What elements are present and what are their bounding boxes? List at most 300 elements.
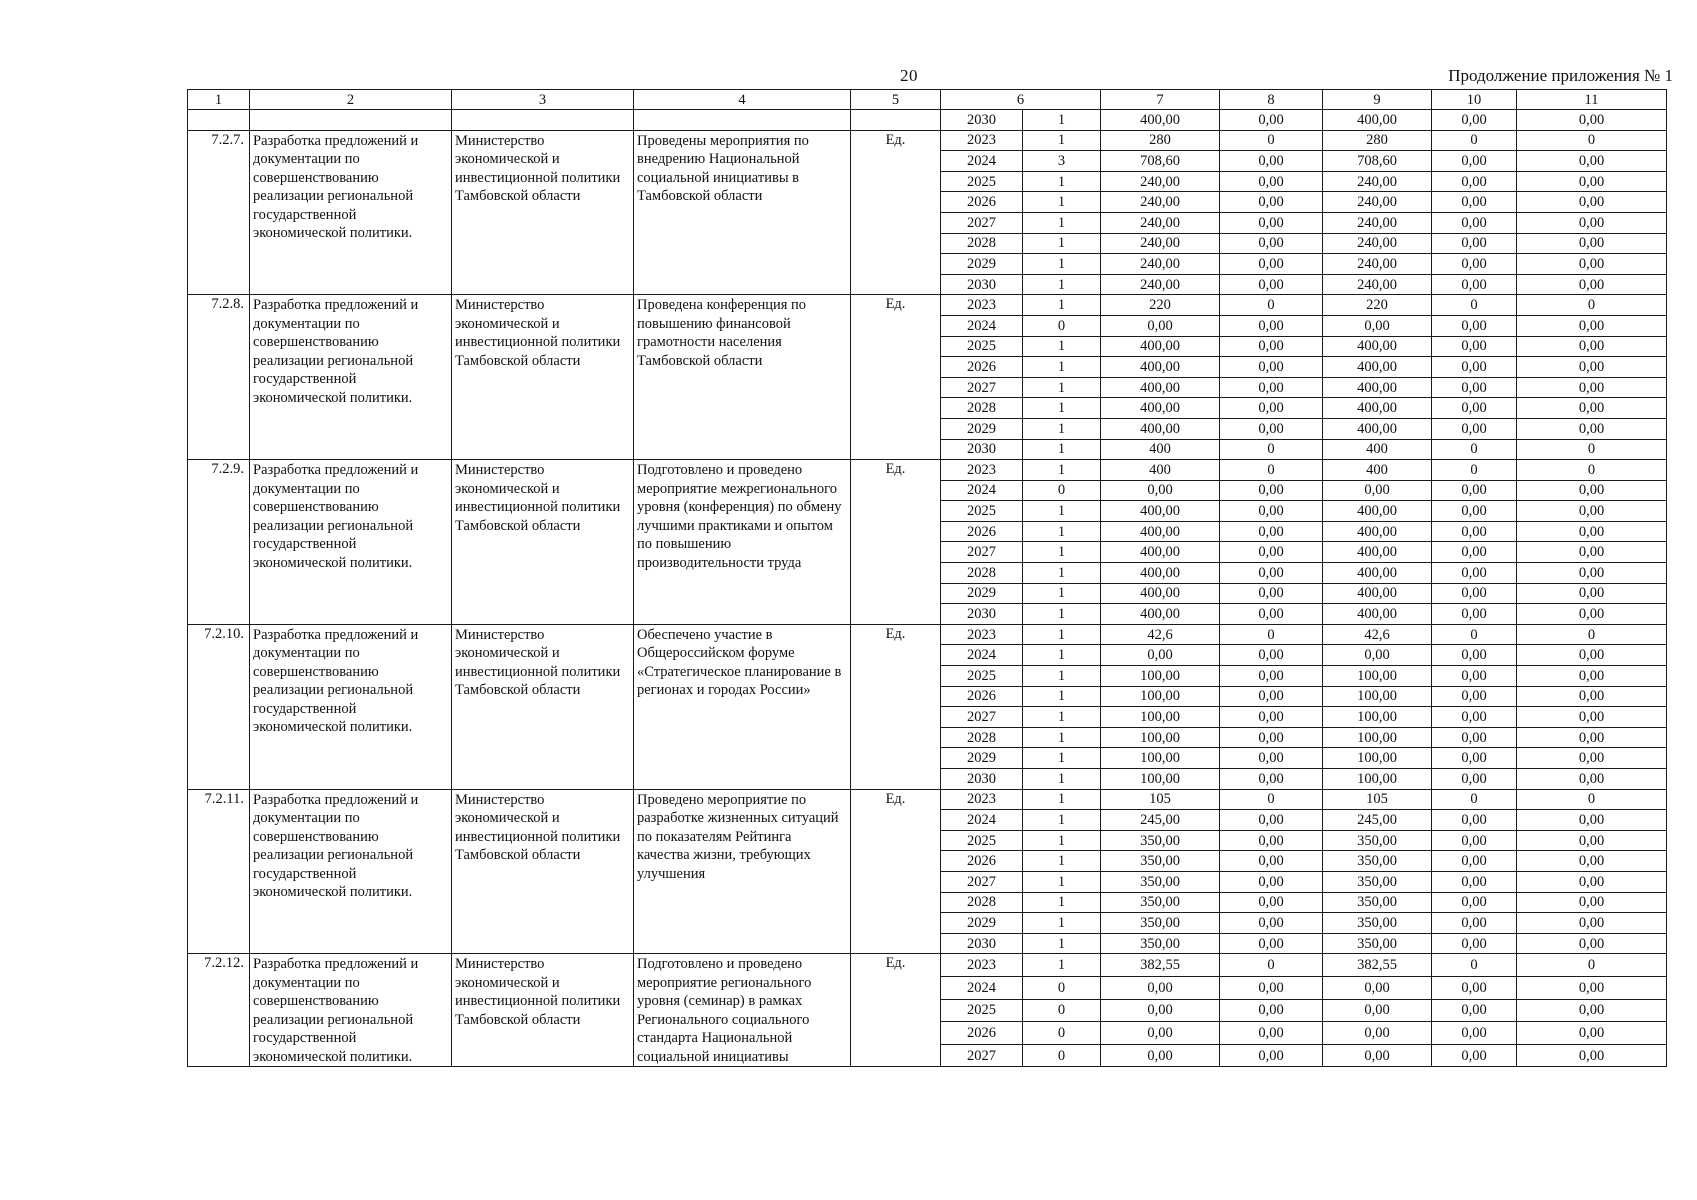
cell-col-11: 0,00 [1517,563,1667,584]
cell-col-7: 240,00 [1101,274,1220,295]
cell-col-10: 0,00 [1432,769,1517,790]
cell-col-7: 400,00 [1101,521,1220,542]
cell-count: 1 [1023,521,1101,542]
cell-count: 1 [1023,295,1101,316]
cell-col-7: 240,00 [1101,192,1220,213]
cell-col-9: 100,00 [1323,686,1432,707]
cell-col-8: 0,00 [1220,686,1323,707]
cell-col-7: 382,55 [1101,954,1220,977]
header-col-2: 2 [250,90,452,110]
cell-col-7: 350,00 [1101,892,1220,913]
cell-col-8: 0,00 [1220,892,1323,913]
cell-col-7: 100,00 [1101,666,1220,687]
unit-of-measure: Ед. [851,295,941,460]
cell-col-9: 0,00 [1323,1044,1432,1067]
result-description: Подготовлено и проведено мероприятие межрегионального уровня (конференция) по обмену лучшими практиками и опытом по повышению производительности труда [634,460,851,625]
cell-count: 1 [1023,192,1101,213]
cell-count: 1 [1023,933,1101,954]
cell-col-11: 0,00 [1517,707,1667,728]
cell-col-10: 0 [1432,954,1517,977]
cell-year: 2030 [941,110,1023,131]
cell-empty [188,110,250,131]
cell-col-9: 105 [1323,789,1432,810]
cell-col-10: 0 [1432,295,1517,316]
cell-year: 2025 [941,171,1023,192]
cell-col-10: 0,00 [1432,604,1517,625]
executor-name: Министерство экономической и инвестиционной политики Тамбовской области [452,295,634,460]
cell-col-7: 0,00 [1101,480,1220,501]
cell-year: 2024 [941,645,1023,666]
cell-col-10: 0,00 [1432,315,1517,336]
cell-col-9: 382,55 [1323,954,1432,977]
cell-col-9: 350,00 [1323,892,1432,913]
cell-col-11: 0,00 [1517,1022,1667,1045]
cell-col-10: 0,00 [1432,583,1517,604]
table-row [188,460,1667,481]
cell-year: 2023 [941,789,1023,810]
cell-col-11: 0,00 [1517,418,1667,439]
cell-col-11: 0,00 [1517,583,1667,604]
cell-col-8: 0,00 [1220,192,1323,213]
cell-col-7: 245,00 [1101,810,1220,831]
cell-col-10: 0,00 [1432,933,1517,954]
activity-description: Разработка предложений и документации по совершенствованию реализации региональной государственной экономической политики. [250,954,452,1067]
cell-col-10: 0,00 [1432,480,1517,501]
cell-col-10: 0,00 [1432,727,1517,748]
cell-col-8: 0,00 [1220,748,1323,769]
cell-col-10: 0,00 [1432,871,1517,892]
cell-col-9: 240,00 [1323,171,1432,192]
cell-col-10: 0,00 [1432,686,1517,707]
cell-year: 2029 [941,913,1023,934]
cell-count: 1 [1023,563,1101,584]
cell-col-9: 400,00 [1323,604,1432,625]
cell-year: 2027 [941,377,1023,398]
cell-col-9: 100,00 [1323,666,1432,687]
cell-year: 2030 [941,439,1023,460]
header-col-7: 7 [1101,90,1220,110]
cell-col-7: 240,00 [1101,233,1220,254]
cell-count: 1 [1023,254,1101,275]
cell-col-8: 0,00 [1220,336,1323,357]
cell-count: 1 [1023,624,1101,645]
cell-col-10: 0,00 [1432,274,1517,295]
cell-col-10: 0,00 [1432,810,1517,831]
executor-name: Министерство экономической и инвестиционной политики Тамбовской области [452,624,634,789]
cell-col-8: 0,00 [1220,999,1323,1022]
executor-name: Министерство экономической и инвестиционной политики Тамбовской области [452,460,634,625]
cell-col-8: 0,00 [1220,254,1323,275]
cell-col-7: 0,00 [1101,315,1220,336]
cell-col-10: 0,00 [1432,192,1517,213]
cell-col-8: 0,00 [1220,171,1323,192]
cell-year: 2029 [941,254,1023,275]
cell-count: 1 [1023,171,1101,192]
cell-count: 1 [1023,377,1101,398]
cell-col-8: 0,00 [1220,1022,1323,1045]
cell-count: 1 [1023,130,1101,151]
cell-col-7: 240,00 [1101,254,1220,275]
cell-col-8: 0,00 [1220,418,1323,439]
table-row [188,130,1667,151]
cell-empty [452,110,634,131]
unit-of-measure: Ед. [851,789,941,954]
cell-col-10: 0 [1432,130,1517,151]
cell-col-10: 0,00 [1432,913,1517,934]
table-row [188,954,1667,977]
cell-count: 3 [1023,151,1101,172]
cell-col-8: 0 [1220,460,1323,481]
header-col-8: 8 [1220,90,1323,110]
cell-col-9: 400 [1323,439,1432,460]
header-row [188,90,1667,110]
cell-col-7: 0,00 [1101,1022,1220,1045]
cell-col-7: 400,00 [1101,377,1220,398]
cell-col-8: 0,00 [1220,769,1323,790]
cell-col-10: 0,00 [1432,748,1517,769]
cell-year: 2024 [941,480,1023,501]
cell-col-8: 0,00 [1220,727,1323,748]
cell-year: 2030 [941,933,1023,954]
cell-count: 1 [1023,748,1101,769]
cell-col-11: 0 [1517,954,1667,977]
cell-year: 2030 [941,769,1023,790]
cell-year: 2027 [941,871,1023,892]
cell-empty [634,110,851,131]
cell-col-7: 0,00 [1101,976,1220,999]
cell-col-11: 0,00 [1517,171,1667,192]
cell-col-11: 0,00 [1517,1044,1667,1067]
cell-count: 0 [1023,999,1101,1022]
cell-col-8: 0,00 [1220,707,1323,728]
cell-count: 1 [1023,110,1101,131]
cell-col-11: 0,00 [1517,521,1667,542]
cell-col-7: 400,00 [1101,501,1220,522]
cell-col-10: 0 [1432,460,1517,481]
cell-col-9: 350,00 [1323,851,1432,872]
cell-count: 1 [1023,233,1101,254]
cell-count: 1 [1023,666,1101,687]
cell-col-10: 0,00 [1432,542,1517,563]
cell-col-8: 0,00 [1220,976,1323,999]
cell-col-8: 0,00 [1220,810,1323,831]
cell-col-7: 708,60 [1101,151,1220,172]
cell-col-8: 0 [1220,789,1323,810]
cell-count: 0 [1023,480,1101,501]
cell-year: 2025 [941,999,1023,1022]
item-number: 7.2.8. [188,295,250,460]
cell-count: 1 [1023,851,1101,872]
cell-count: 1 [1023,357,1101,378]
cell-col-10: 0,00 [1432,521,1517,542]
cell-year: 2028 [941,563,1023,584]
cell-col-7: 400,00 [1101,604,1220,625]
cell-col-9: 280 [1323,130,1432,151]
header-col-11: 11 [1517,90,1667,110]
cell-col-10: 0,00 [1432,377,1517,398]
cell-col-11: 0,00 [1517,233,1667,254]
cell-count: 1 [1023,398,1101,419]
cell-year: 2026 [941,851,1023,872]
cell-col-10: 0,00 [1432,418,1517,439]
cell-year: 2025 [941,666,1023,687]
cell-col-11: 0,00 [1517,212,1667,233]
cell-col-9: 0,00 [1323,999,1432,1022]
cell-col-11: 0,00 [1517,480,1667,501]
cell-col-7: 100,00 [1101,727,1220,748]
cell-col-7: 400,00 [1101,398,1220,419]
executor-name: Министерство экономической и инвестиционной политики Тамбовской области [452,789,634,954]
header-col-3: 3 [452,90,634,110]
cell-count: 1 [1023,810,1101,831]
cell-col-11: 0,00 [1517,686,1667,707]
cell-col-11: 0,00 [1517,192,1667,213]
cell-col-11: 0,00 [1517,810,1667,831]
cell-year: 2028 [941,398,1023,419]
cell-col-7: 240,00 [1101,212,1220,233]
cell-col-10: 0,00 [1432,999,1517,1022]
cell-count: 1 [1023,274,1101,295]
cell-col-8: 0,00 [1220,357,1323,378]
cell-count: 1 [1023,707,1101,728]
cell-count: 0 [1023,976,1101,999]
cell-col-11: 0,00 [1517,336,1667,357]
cell-col-8: 0,00 [1220,583,1323,604]
cell-col-9: 350,00 [1323,933,1432,954]
cell-col-11: 0,00 [1517,769,1667,790]
cell-col-10: 0,00 [1432,976,1517,999]
cell-count: 1 [1023,830,1101,851]
unit-of-measure: Ед. [851,624,941,789]
cell-col-10: 0,00 [1432,254,1517,275]
cell-year: 2023 [941,460,1023,481]
cell-col-10: 0,00 [1432,357,1517,378]
cell-col-8: 0,00 [1220,274,1323,295]
cell-col-9: 0,00 [1323,315,1432,336]
item-number: 7.2.10. [188,624,250,789]
appendix-table [187,89,1667,1067]
cell-col-8: 0,00 [1220,398,1323,419]
cell-year: 2027 [941,212,1023,233]
cell-col-11: 0,00 [1517,110,1667,131]
cell-col-11: 0 [1517,439,1667,460]
cell-col-9: 100,00 [1323,748,1432,769]
cell-col-11: 0,00 [1517,871,1667,892]
cell-year: 2029 [941,583,1023,604]
cell-count: 1 [1023,645,1101,666]
cell-col-10: 0,00 [1432,892,1517,913]
cell-col-9: 240,00 [1323,233,1432,254]
cell-count: 1 [1023,892,1101,913]
cell-col-10: 0,00 [1432,212,1517,233]
cell-col-7: 42,6 [1101,624,1220,645]
cell-empty [250,110,452,131]
cell-col-7: 400,00 [1101,110,1220,131]
cell-col-9: 350,00 [1323,830,1432,851]
cell-year: 2024 [941,810,1023,831]
activity-description: Разработка предложений и документации по совершенствованию реализации региональной государственной экономической политики. [250,130,452,295]
cell-col-11: 0,00 [1517,645,1667,666]
header-col-4: 4 [634,90,851,110]
cell-col-11: 0 [1517,295,1667,316]
cell-col-11: 0,00 [1517,542,1667,563]
cell-year: 2023 [941,130,1023,151]
cell-count: 0 [1023,1044,1101,1067]
cell-col-8: 0,00 [1220,563,1323,584]
cell-year: 2026 [941,357,1023,378]
header-col-10: 10 [1432,90,1517,110]
executor-name: Министерство экономической и инвестиционной политики Тамбовской области [452,130,634,295]
cell-col-9: 0,00 [1323,480,1432,501]
cell-year: 2025 [941,501,1023,522]
cell-col-11: 0,00 [1517,315,1667,336]
cell-col-10: 0,00 [1432,851,1517,872]
page-number: 20 [900,66,918,85]
cell-col-9: 100,00 [1323,727,1432,748]
cell-year: 2023 [941,624,1023,645]
cell-col-8: 0,00 [1220,645,1323,666]
cell-col-7: 350,00 [1101,913,1220,934]
result-description: Проведено мероприятие по разработке жизненных ситуаций по показателям Рейтинга качества жизни, требующих улучшения [634,789,851,954]
cell-col-10: 0,00 [1432,233,1517,254]
cell-col-8: 0,00 [1220,151,1323,172]
cell-col-9: 350,00 [1323,871,1432,892]
cell-year: 2026 [941,686,1023,707]
cell-col-7: 350,00 [1101,830,1220,851]
cell-year: 2027 [941,707,1023,728]
cell-col-10: 0,00 [1432,1044,1517,1067]
cell-col-10: 0 [1432,789,1517,810]
cell-count: 1 [1023,789,1101,810]
cell-year: 2025 [941,830,1023,851]
cell-count: 0 [1023,315,1101,336]
cell-col-11: 0,00 [1517,830,1667,851]
cell-col-10: 0,00 [1432,398,1517,419]
cell-col-11: 0,00 [1517,748,1667,769]
cell-year: 2029 [941,748,1023,769]
continuation-label: Продолжение приложения № 1 [1448,66,1673,85]
cell-col-11: 0 [1517,130,1667,151]
cell-col-9: 350,00 [1323,913,1432,934]
cell-col-7: 400,00 [1101,418,1220,439]
cell-col-7: 240,00 [1101,171,1220,192]
cell-col-10: 0,00 [1432,830,1517,851]
result-description: Проведена конференция по повышению финансовой грамотности населения Тамбовской области [634,295,851,460]
cell-count: 1 [1023,418,1101,439]
cell-col-10: 0,00 [1432,501,1517,522]
cell-col-11: 0,00 [1517,913,1667,934]
cell-count: 1 [1023,212,1101,233]
cell-col-7: 100,00 [1101,707,1220,728]
cell-col-9: 400,00 [1323,336,1432,357]
header-col-5: 5 [851,90,941,110]
cell-col-9: 220 [1323,295,1432,316]
header-col-9: 9 [1323,90,1432,110]
cell-col-9: 400,00 [1323,521,1432,542]
cell-col-11: 0,00 [1517,604,1667,625]
cell-year: 2025 [941,336,1023,357]
cell-col-7: 350,00 [1101,933,1220,954]
cell-col-8: 0,00 [1220,933,1323,954]
cell-col-7: 400,00 [1101,336,1220,357]
cell-col-8: 0,00 [1220,315,1323,336]
result-description: Проведены мероприятия по внедрению Национальной социальной инициативы в Тамбовской области [634,130,851,295]
cell-count: 1 [1023,604,1101,625]
cell-col-8: 0,00 [1220,480,1323,501]
cell-count: 1 [1023,727,1101,748]
executor-name: Министерство экономической и инвестиционной политики Тамбовской области [452,954,634,1067]
cell-col-10: 0,00 [1432,1022,1517,1045]
cell-col-9: 0,00 [1323,976,1432,999]
unit-of-measure: Ед. [851,954,941,1067]
cell-col-7: 400,00 [1101,563,1220,584]
cell-col-8: 0,00 [1220,212,1323,233]
cell-count: 1 [1023,583,1101,604]
activity-description: Разработка предложений и документации по совершенствованию реализации региональной государственной экономической политики. [250,460,452,625]
table-row [188,110,1667,131]
activity-description: Разработка предложений и документации по совершенствованию реализации региональной государственной экономической политики. [250,789,452,954]
cell-col-11: 0,00 [1517,254,1667,275]
cell-col-10: 0,00 [1432,666,1517,687]
cell-count: 1 [1023,336,1101,357]
cell-col-9: 400,00 [1323,418,1432,439]
cell-col-9: 100,00 [1323,769,1432,790]
cell-col-7: 400,00 [1101,357,1220,378]
cell-year: 2027 [941,542,1023,563]
cell-year: 2028 [941,233,1023,254]
cell-col-8: 0,00 [1220,521,1323,542]
cell-count: 1 [1023,871,1101,892]
cell-col-7: 400 [1101,439,1220,460]
cell-col-7: 350,00 [1101,871,1220,892]
cell-col-10: 0 [1432,624,1517,645]
cell-col-7: 400,00 [1101,542,1220,563]
unit-of-measure: Ед. [851,460,941,625]
cell-count: 1 [1023,769,1101,790]
cell-col-8: 0 [1220,954,1323,977]
cell-col-11: 0 [1517,624,1667,645]
cell-col-10: 0,00 [1432,110,1517,131]
cell-year: 2023 [941,295,1023,316]
cell-count: 0 [1023,1022,1101,1045]
cell-col-8: 0,00 [1220,604,1323,625]
cell-col-10: 0,00 [1432,171,1517,192]
cell-col-9: 240,00 [1323,212,1432,233]
cell-year: 2023 [941,954,1023,977]
cell-col-9: 100,00 [1323,707,1432,728]
cell-col-9: 42,6 [1323,624,1432,645]
cell-col-7: 400 [1101,460,1220,481]
cell-col-11: 0,00 [1517,357,1667,378]
cell-col-11: 0,00 [1517,933,1667,954]
cell-count: 1 [1023,686,1101,707]
cell-count: 1 [1023,954,1101,977]
cell-count: 1 [1023,913,1101,934]
cell-year: 2024 [941,151,1023,172]
activity-description: Разработка предложений и документации по совершенствованию реализации региональной государственной экономической политики. [250,295,452,460]
cell-col-11: 0,00 [1517,999,1667,1022]
cell-col-9: 240,00 [1323,192,1432,213]
cell-col-8: 0,00 [1220,666,1323,687]
cell-col-8: 0,00 [1220,542,1323,563]
activity-description: Разработка предложений и документации по совершенствованию реализации региональной государственной экономической политики. [250,624,452,789]
cell-col-8: 0,00 [1220,851,1323,872]
cell-col-7: 350,00 [1101,851,1220,872]
cell-col-8: 0,00 [1220,501,1323,522]
result-description: Обеспечено участие в Общероссийском форуме «Стратегическое планирование в регионах и городах России» [634,624,851,789]
unit-of-measure: Ед. [851,130,941,295]
cell-col-9: 240,00 [1323,254,1432,275]
